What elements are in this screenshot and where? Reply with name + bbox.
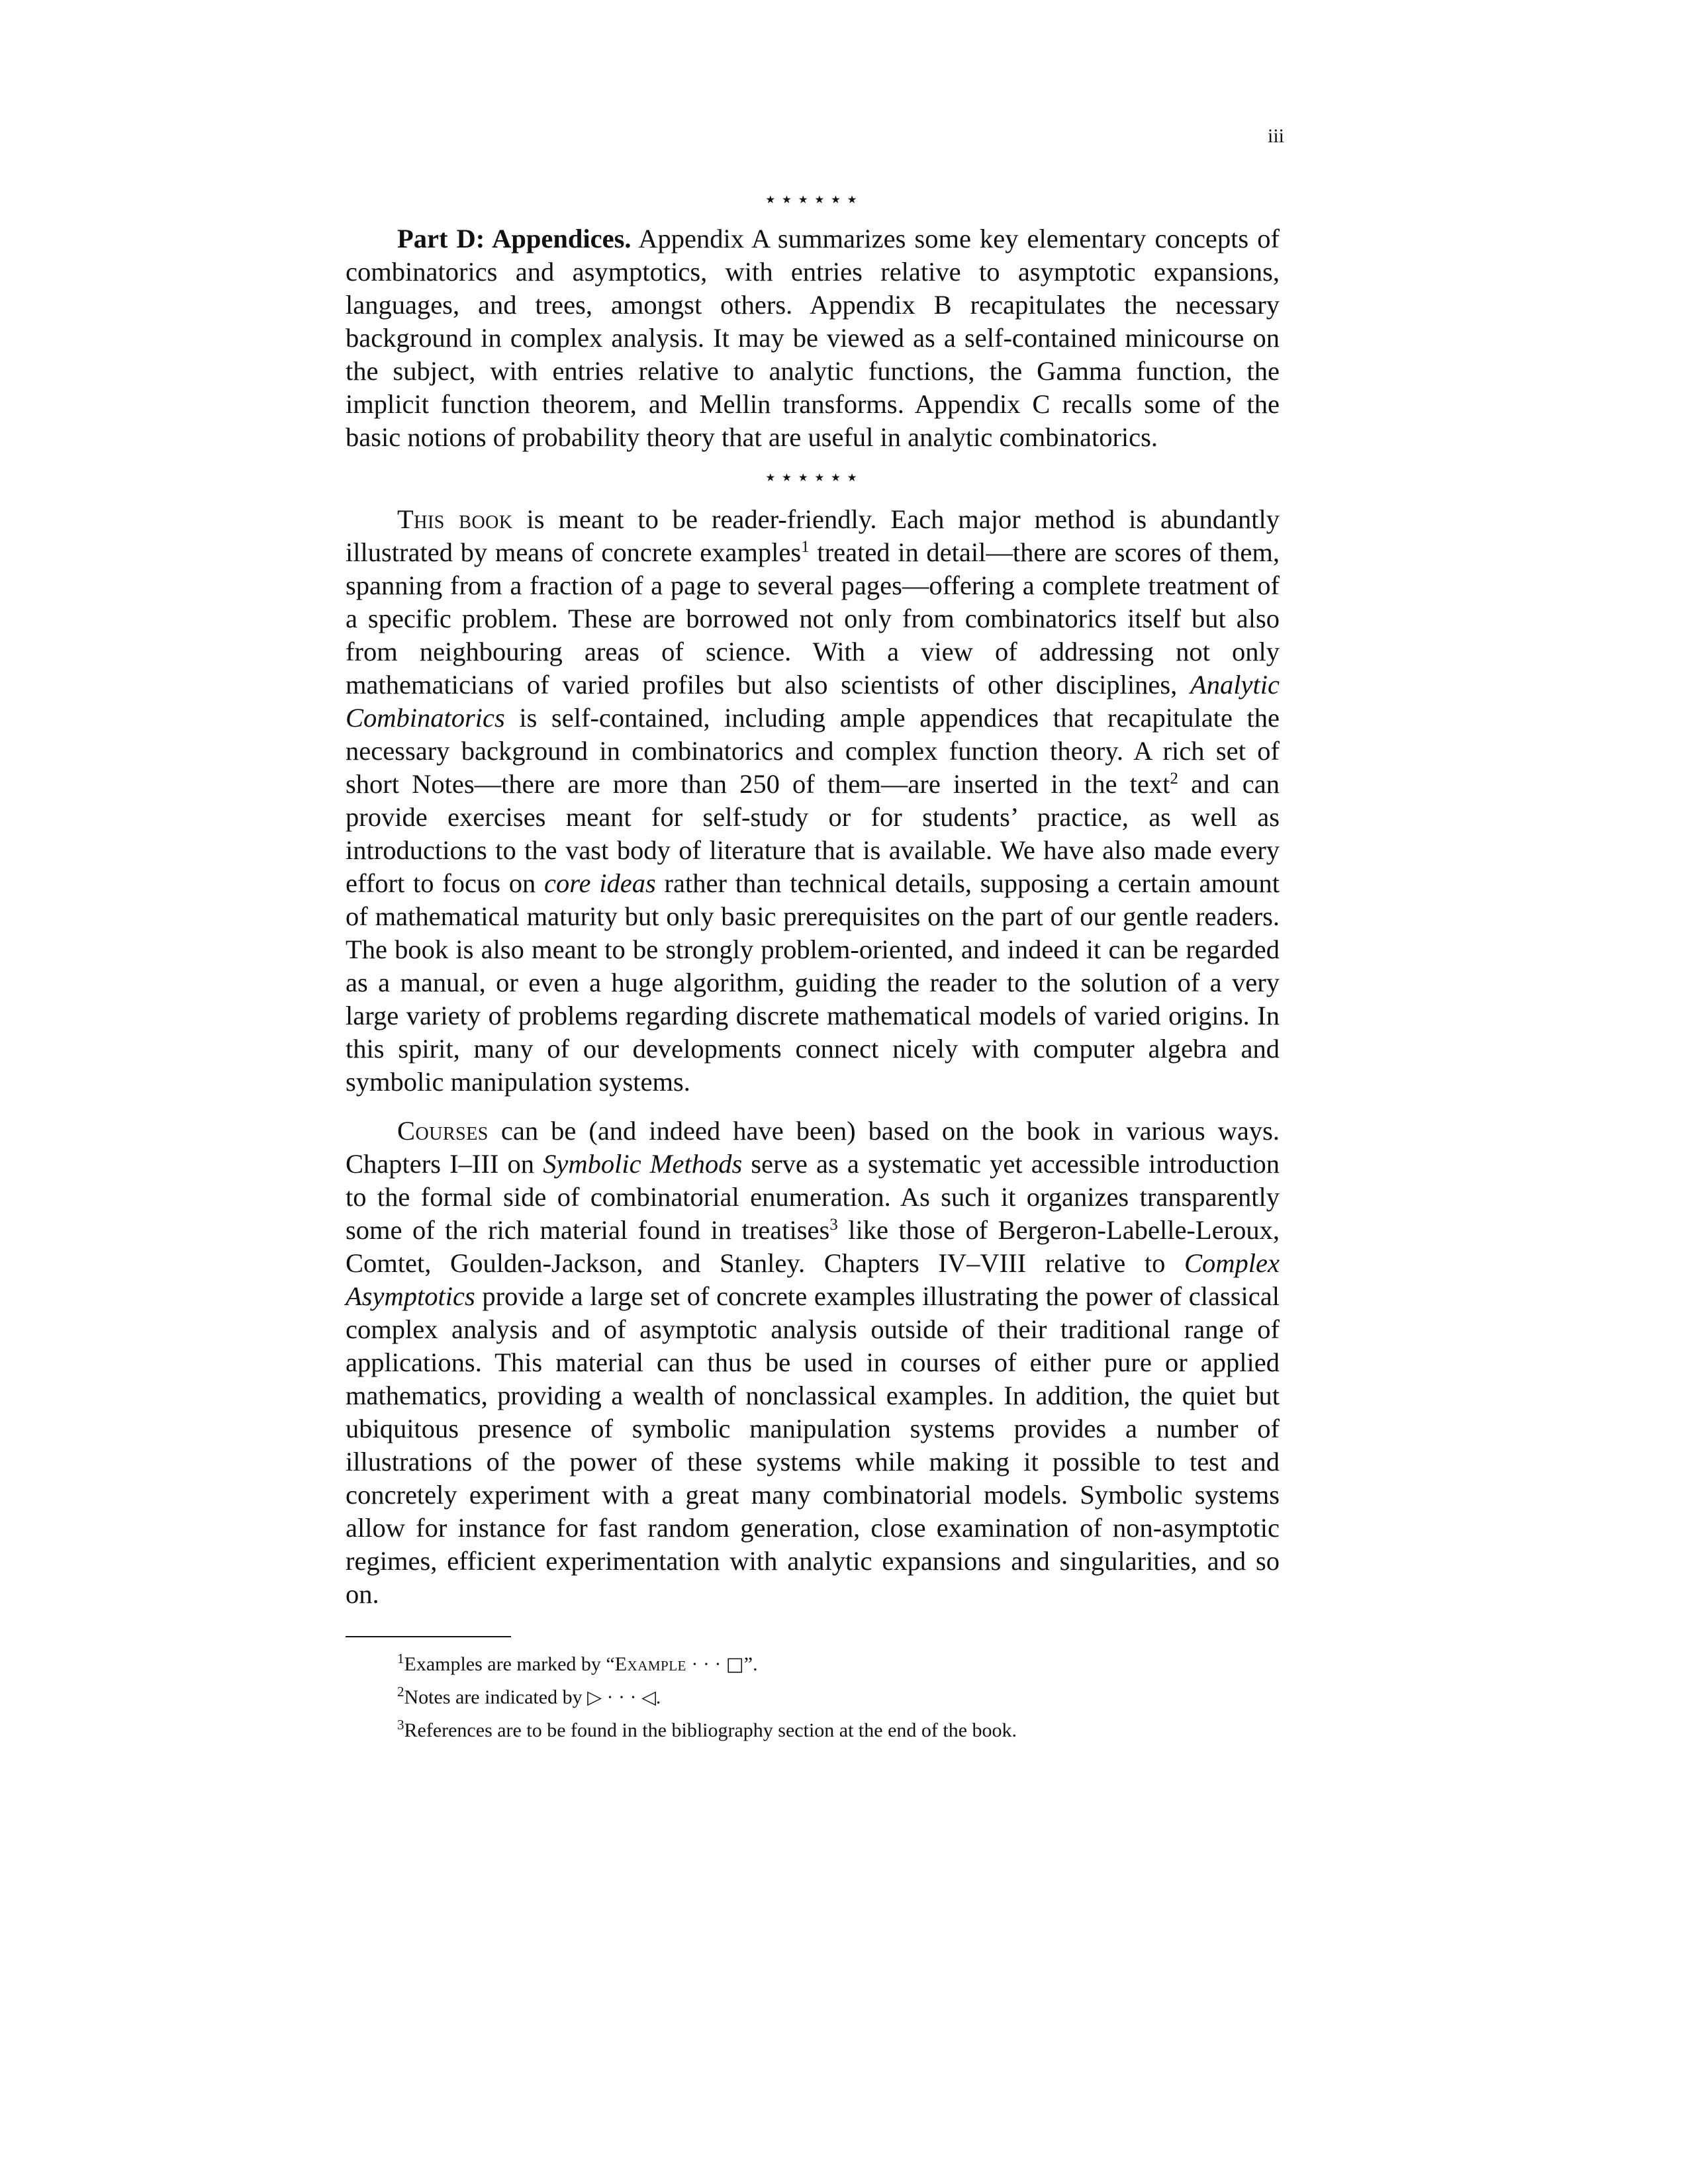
- core-ideas-emphasis: core ideas: [544, 868, 656, 898]
- footnote-ref-2: 2: [1170, 769, 1178, 788]
- footnote-1-text: Examples are marked by “: [404, 1653, 615, 1675]
- this-book-text-1: is meant to be reader-friendly. Each major method is abundantly illustrated by means of concrete examples: [346, 504, 1280, 567]
- this-book-text-4: and can provide exercises meant for self-study or for students’ practice, as well as introductions to the vast body of literature that is available. We have also made every effort to focus on: [346, 769, 1280, 898]
- part-d-text: Appendix A summarizes some key elementary concepts of combinatorics and asymptotics, with entries relative to asymptotic expansions, languages, and trees, amongst others. Appendix B recapitulates the necessary background in complex analysis. It may be viewed as a self-contained minicourse on the subject, with entries relative to analytic functions, the Gamma function, the implicit function theorem, and Mellin transforms. Appendix C recalls some of the basic notions of probability theory that are useful in analytic combinatorics.: [346, 224, 1280, 452]
- footnote-1-dots: · · ·: [686, 1653, 726, 1675]
- section-separator-middle: ⋆⋆⋆⋆⋆⋆: [763, 466, 862, 490]
- courses-text-1: can be (and indeed have been) based on the book in various ways. Chapters I–III on: [346, 1116, 1280, 1179]
- courses-text-4: provide a large set of concrete examples illustrating the power of classical complex analysis and of asymptotic analysis outside of their traditional range of applications. This material can thus be used in courses of either pure or applied mathematics, providing a wealth of nonclassical examples. In addition, the quiet but ubiquitous presence of symbolic manipulation systems provides a number of illustrations of the power of these systems while making it possible to test and concretely experiment with a great many combinatorial models. Symbolic systems allow for instance for fast random generation, close examination of non-asymptotic regimes, efficient experimentation with analytic expansions and singularities, and so on.: [346, 1281, 1280, 1609]
- part-d-heading: Part D: Appendices.: [397, 224, 632, 253]
- footnote-1-example-word: Example: [614, 1653, 686, 1675]
- paragraph-part-d: [346, 222, 1280, 454]
- symbolic-methods-emphasis: Symbolic Methods: [543, 1149, 743, 1179]
- this-book-text-2: treated in detail—there are scores of them, spanning from a fraction of a page to several pages—offering a complete treatment of a specific problem. These are borrowed not only from combinatorics itself but also from neighbouring areas of science. With a view of addressing not only mathematicians of varied profiles but also scientists of other disciplines,: [346, 537, 1280, 700]
- triangle-left-icon: ◁: [641, 1686, 656, 1708]
- footnote-2: [346, 1681, 1280, 1714]
- courses-text-2: serve as a systematic yet accessible introduction to the formal side of combinatorial enumeration. As such it organizes transparently some of the rich material found in treatises: [346, 1149, 1280, 1245]
- footnote-3: [346, 1714, 1280, 1747]
- courses-text-3: like those of Bergeron-Labelle-Leroux, Comtet, Goulden-Jackson, and Stanley. Chapters IV–VIII relative to: [346, 1215, 1280, 1278]
- book-title: Analytic Combinatorics: [346, 670, 1280, 733]
- footnote-ref-3: 3: [829, 1215, 838, 1234]
- this-book-text-5: rather than technical details, supposing a certain amount of mathematical maturity but only basic prerequisites on the part of our gentle readers. The book is also meant to be strongly problem-oriented, and indeed it can be regarded as a manual, or even a huge algorithm, guiding the reader to the solution of a very large variety of problems regarding discrete mathematical models of varied origins. In this spirit, many of our developments connect nicely with computer algebra and symbolic manipulation systems.: [346, 868, 1280, 1097]
- triangle-right-icon: ▷: [587, 1686, 602, 1708]
- courses-lead: Courses: [397, 1116, 489, 1146]
- footnote-2-mark: 2: [397, 1684, 404, 1700]
- footnote-1-close: ”.: [743, 1653, 758, 1675]
- footnote-3-mark: 3: [397, 1717, 404, 1733]
- this-book-lead: This book: [397, 504, 513, 534]
- this-book-text-3: is self-contained, including ample appendices that recapitulate the necessary background in combinatorics and complex function theory. A rich set of short Notes—there are more than 250 of them—are inserted in the text: [346, 703, 1280, 799]
- page-number: iii: [1267, 125, 1284, 147]
- footnote-ref-1: 1: [801, 537, 810, 556]
- page-content: [346, 187, 1280, 1747]
- footnotes: [346, 1648, 1280, 1747]
- footnote-3-text: References are to be found in the bibliography section at the end of the book.: [404, 1719, 1017, 1741]
- footnote-2-dots: · · ·: [601, 1686, 641, 1708]
- footnote-1-mark: 1: [397, 1651, 404, 1666]
- square-end-icon: □: [726, 1653, 744, 1675]
- complex-asymptotics-emphasis: Complex Asymptotics: [346, 1248, 1280, 1311]
- footnote-2-text: Notes are indicated by: [404, 1686, 588, 1708]
- paragraph-courses: [346, 1115, 1280, 1611]
- footnote-2-close: .: [655, 1686, 661, 1708]
- section-separator-top: ⋆⋆⋆⋆⋆⋆: [763, 188, 862, 212]
- paragraph-this-book: [346, 503, 1280, 1099]
- footnote-1: [346, 1648, 1280, 1681]
- footnote-rule: [346, 1636, 511, 1637]
